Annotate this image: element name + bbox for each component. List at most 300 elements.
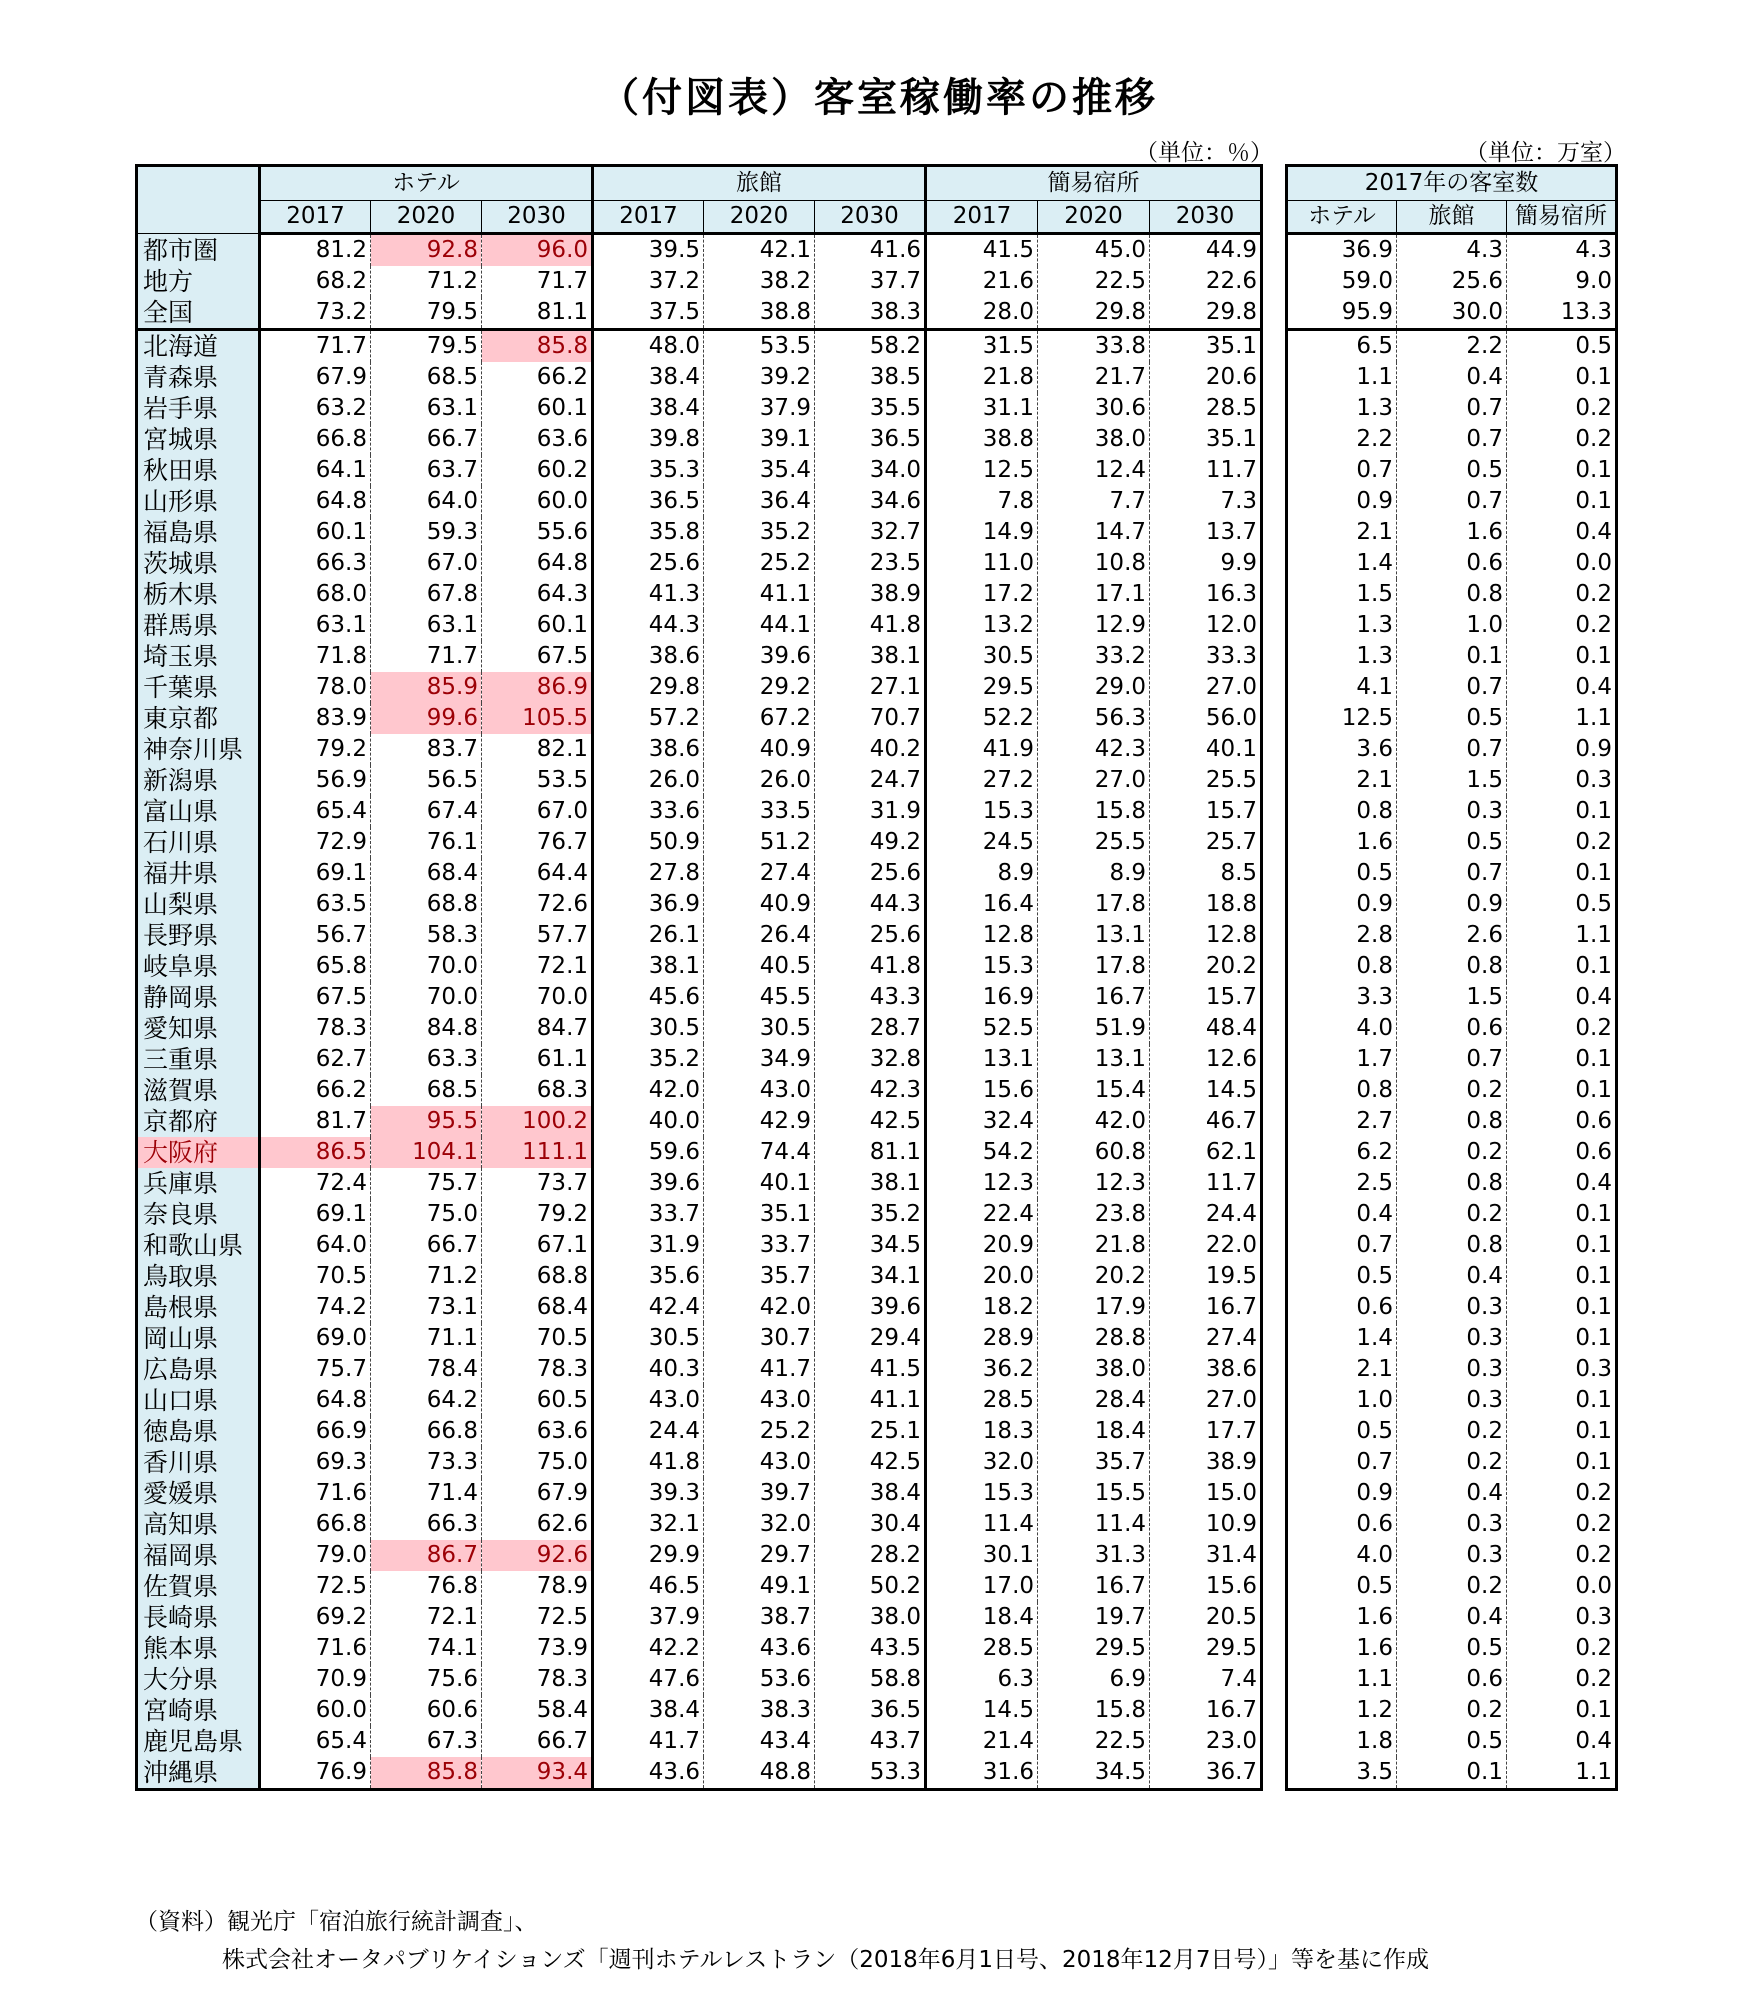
occupancy-value: 32.7: [815, 517, 926, 548]
region-name: 京都府: [137, 1106, 260, 1137]
room-count-value: 25.6: [1397, 266, 1507, 297]
table-row: [137, 393, 1262, 424]
table-row: [137, 455, 1262, 486]
table-row: [1287, 234, 1617, 267]
occupancy-value: 68.4: [371, 858, 482, 889]
occupancy-value: 33.5: [704, 796, 815, 827]
occupancy-value: 73.1: [371, 1292, 482, 1323]
occupancy-value: 85.9: [371, 672, 482, 703]
occupancy-value: 44.9: [1205, 237, 1258, 263]
room-count-value: 0.1: [1575, 1449, 1612, 1475]
occupancy-value: 38.9: [815, 579, 926, 610]
occupancy-value: 64.3: [482, 579, 593, 610]
occupancy-value: 20.2: [1205, 953, 1258, 979]
table-row: [1287, 1168, 1617, 1199]
year-header: 2030: [1150, 201, 1262, 234]
occupancy-value: 72.5: [482, 1602, 593, 1633]
occupancy-value: 13.2: [926, 610, 1038, 641]
room-count-value: 0.5: [1575, 891, 1612, 917]
occupancy-value: 14.7: [1038, 517, 1150, 548]
occupancy-value: 83.7: [371, 734, 482, 765]
occupancy-value: 25.6: [815, 858, 926, 889]
occupancy-value: 42.1: [704, 234, 815, 267]
occupancy-value: 12.8: [926, 920, 1038, 951]
table-row: [1287, 579, 1617, 610]
occupancy-value: 15.8: [1038, 796, 1150, 827]
occupancy-value: 45.0: [1038, 234, 1150, 267]
occupancy-value: 28.5: [926, 1385, 1038, 1416]
occupancy-value: 35.2: [704, 517, 815, 548]
room-count-value: 6.2: [1287, 1137, 1397, 1168]
occupancy-value: 48.4: [1205, 1015, 1258, 1041]
room-count-value: 0.2: [1575, 612, 1612, 638]
room-count-value: 0.3: [1575, 1356, 1612, 1382]
room-count-value: 1.3: [1287, 610, 1397, 641]
occupancy-value: 71.8: [260, 641, 371, 672]
occupancy-value: 22.6: [1205, 268, 1258, 294]
table-row: [137, 889, 1262, 920]
occupancy-value: 57.7: [482, 920, 593, 951]
room-count-value: 2.8: [1287, 920, 1397, 951]
table-row: [137, 610, 1262, 641]
region-name: 静岡県: [137, 982, 260, 1013]
occupancy-value: 28.2: [815, 1540, 926, 1571]
occupancy-value: 56.5: [371, 765, 482, 796]
occupancy-value: 74.4: [704, 1137, 815, 1168]
table-row: [137, 266, 1262, 297]
region-name: 東京都: [137, 703, 260, 734]
occupancy-value: 58.4: [482, 1695, 593, 1726]
occupancy-value: 62.7: [260, 1044, 371, 1075]
table-row: [137, 827, 1262, 858]
occupancy-value: 71.4: [371, 1478, 482, 1509]
occupancy-value: 71.7: [482, 266, 593, 297]
occupancy-value: 37.2: [593, 266, 704, 297]
occupancy-value: 95.5: [371, 1106, 482, 1137]
occupancy-value: 8.9: [926, 858, 1038, 889]
occupancy-value: 35.7: [1038, 1447, 1150, 1478]
occupancy-value: 27.0: [1205, 1387, 1258, 1413]
year-header: 2017: [926, 201, 1038, 234]
occupancy-value: 11.7: [1205, 457, 1258, 483]
table-row: [137, 1509, 1262, 1540]
occupancy-value: 38.2: [704, 266, 815, 297]
occupancy-value: 56.9: [260, 765, 371, 796]
table-row: [137, 579, 1262, 610]
occupancy-value: 70.5: [260, 1261, 371, 1292]
occupancy-value: 60.6: [371, 1695, 482, 1726]
occupancy-value: 8.9: [1038, 858, 1150, 889]
region-name: 千葉県: [137, 672, 260, 703]
table-row: [137, 1664, 1262, 1695]
occupancy-value: 16.7: [1038, 982, 1150, 1013]
unit-label-rooms: （単位：万室）: [1465, 140, 1626, 166]
occupancy-value: 58.2: [815, 330, 926, 363]
occupancy-value: 17.0: [926, 1571, 1038, 1602]
room-count-value: 1.7: [1287, 1044, 1397, 1075]
occupancy-value: 78.3: [482, 1354, 593, 1385]
room-count-value: 0.5: [1397, 827, 1507, 858]
occupancy-value: 86.5: [260, 1137, 371, 1168]
room-count-value: 1.5: [1397, 765, 1507, 796]
region-name: 宮城県: [137, 424, 260, 455]
occupancy-value: 15.3: [926, 796, 1038, 827]
occupancy-value: 39.1: [704, 424, 815, 455]
occupancy-value: 18.8: [1205, 891, 1258, 917]
occupancy-value: 30.1: [926, 1540, 1038, 1571]
occupancy-value: 66.7: [482, 1726, 593, 1757]
occupancy-value: 71.2: [371, 1261, 482, 1292]
occupancy-value: 58.8: [815, 1664, 926, 1695]
occupancy-value: 20.9: [926, 1230, 1038, 1261]
region-name: 大分県: [137, 1664, 260, 1695]
table-row: [1287, 1075, 1617, 1106]
room-count-value: 95.9: [1287, 297, 1397, 330]
room-count-value: 0.4: [1575, 519, 1612, 545]
occupancy-value: 53.5: [704, 330, 815, 363]
room-count-value: 0.6: [1575, 1108, 1612, 1134]
occupancy-value: 36.7: [1205, 1759, 1258, 1785]
occupancy-value: 51.9: [1038, 1013, 1150, 1044]
occupancy-value: 72.1: [482, 951, 593, 982]
table-row: [137, 1230, 1262, 1261]
occupancy-value: 13.7: [1205, 519, 1258, 545]
occupancy-value: 79.2: [482, 1199, 593, 1230]
occupancy-value: 35.2: [593, 1044, 704, 1075]
table-row: [137, 1354, 1262, 1385]
occupancy-value: 63.2: [260, 393, 371, 424]
occupancy-value: 67.1: [482, 1230, 593, 1261]
occupancy-value: 26.1: [593, 920, 704, 951]
table-row: [137, 1292, 1262, 1323]
occupancy-value: 96.0: [482, 234, 593, 267]
occupancy-value: 25.6: [593, 548, 704, 579]
table-row: [1287, 796, 1617, 827]
occupancy-value: 69.3: [260, 1447, 371, 1478]
occupancy-value: 38.1: [593, 951, 704, 982]
table-row: [137, 1385, 1262, 1416]
table-row: [137, 1044, 1262, 1075]
room-count-value: 2.1: [1287, 765, 1397, 796]
occupancy-value: 66.8: [260, 1509, 371, 1540]
occupancy-value: 26.0: [593, 765, 704, 796]
occupancy-value: 67.5: [482, 641, 593, 672]
occupancy-value: 81.1: [482, 297, 593, 330]
room-count-value: 0.2: [1575, 426, 1612, 452]
room-count-value: 0.8: [1397, 1230, 1507, 1261]
room-count-value: 0.3: [1397, 1385, 1507, 1416]
occupancy-value: 50.2: [815, 1571, 926, 1602]
occupancy-value: 35.3: [593, 455, 704, 486]
room-count-value: 1.5: [1397, 982, 1507, 1013]
room-col-header-ryokan: 旅館: [1397, 201, 1507, 234]
occupancy-value: 38.9: [1205, 1449, 1258, 1475]
occupancy-value: 66.2: [260, 1075, 371, 1106]
room-count-value: 4.0: [1287, 1013, 1397, 1044]
occupancy-value: 72.4: [260, 1168, 371, 1199]
table-row: [1287, 1044, 1617, 1075]
table-row: [137, 548, 1262, 579]
occupancy-value: 56.7: [260, 920, 371, 951]
room-count-value: 0.2: [1575, 395, 1612, 421]
table-row: [137, 1168, 1262, 1199]
occupancy-value: 69.2: [260, 1602, 371, 1633]
occupancy-value: 20.2: [1038, 1261, 1150, 1292]
room-count-value: 0.2: [1397, 1137, 1507, 1168]
occupancy-value: 27.0: [1205, 674, 1258, 700]
year-header: 2020: [1038, 201, 1150, 234]
occupancy-value: 81.7: [260, 1106, 371, 1137]
occupancy-value: 36.5: [593, 486, 704, 517]
table-row: [1287, 982, 1617, 1013]
table-row: [137, 297, 1262, 330]
occupancy-value: 41.5: [815, 1354, 926, 1385]
room-count-value: 0.2: [1575, 1635, 1612, 1661]
table-row: [1287, 1137, 1617, 1168]
occupancy-value: 70.0: [371, 982, 482, 1013]
region-name: 山口県: [137, 1385, 260, 1416]
room-col-header-simple: 簡易宿所: [1507, 201, 1617, 234]
room-count-value: 0.6: [1287, 1292, 1397, 1323]
room-count-value: 0.2: [1575, 1666, 1612, 1692]
occupancy-value: 38.1: [815, 1168, 926, 1199]
occupancy-value: 11.4: [1038, 1509, 1150, 1540]
room-count-value: 0.8: [1397, 1168, 1507, 1199]
occupancy-value: 30.5: [593, 1013, 704, 1044]
occupancy-value: 23.0: [1205, 1728, 1258, 1754]
occupancy-value: 70.5: [482, 1323, 593, 1354]
region-name: 福島県: [137, 517, 260, 548]
occupancy-value: 60.1: [482, 610, 593, 641]
room-count-value: 0.1: [1575, 1697, 1612, 1723]
room-count-value: 0.5: [1397, 1633, 1507, 1664]
room-col-header-hotel: ホテル: [1287, 201, 1397, 234]
occupancy-value: 76.7: [482, 827, 593, 858]
room-count-value: 0.2: [1575, 1480, 1612, 1506]
occupancy-value: 79.2: [260, 734, 371, 765]
occupancy-value: 64.0: [371, 486, 482, 517]
occupancy-value: 72.5: [260, 1571, 371, 1602]
region-name: 長崎県: [137, 1602, 260, 1633]
occupancy-value: 42.0: [704, 1292, 815, 1323]
occupancy-value: 33.3: [1205, 643, 1258, 669]
room-count-value: 0.3: [1397, 1292, 1507, 1323]
room-count-value: 0.8: [1287, 796, 1397, 827]
occupancy-value: 43.4: [704, 1726, 815, 1757]
occupancy-value: 111.1: [482, 1137, 593, 1168]
occupancy-value: 39.2: [704, 362, 815, 393]
room-count-value: 0.9: [1575, 736, 1612, 762]
occupancy-value: 52.5: [926, 1013, 1038, 1044]
occupancy-value: 67.0: [371, 548, 482, 579]
table-row: [1287, 889, 1617, 920]
occupancy-value: 12.6: [1205, 1046, 1258, 1072]
occupancy-value: 99.6: [371, 703, 482, 734]
room-count-value: 1.0: [1397, 610, 1507, 641]
occupancy-value: 69.0: [260, 1323, 371, 1354]
occupancy-value: 25.2: [704, 1416, 815, 1447]
room-count-value: 0.6: [1397, 548, 1507, 579]
occupancy-value: 64.8: [260, 486, 371, 517]
occupancy-value: 74.2: [260, 1292, 371, 1323]
table-row: [1287, 517, 1617, 548]
room-count-value: 0.7: [1397, 486, 1507, 517]
occupancy-value: 31.4: [1205, 1542, 1258, 1568]
occupancy-value: 41.7: [593, 1726, 704, 1757]
occupancy-value: 25.6: [815, 920, 926, 951]
room-count-value: 0.4: [1287, 1199, 1397, 1230]
occupancy-value: 17.8: [1038, 889, 1150, 920]
occupancy-value: 39.6: [704, 641, 815, 672]
occupancy-value: 44.3: [815, 889, 926, 920]
occupancy-value: 78.3: [482, 1664, 593, 1695]
table-row: [137, 1261, 1262, 1292]
table-row: [137, 796, 1262, 827]
occupancy-value: 45.6: [593, 982, 704, 1013]
table-row: [137, 424, 1262, 455]
occupancy-value: 12.5: [926, 455, 1038, 486]
occupancy-value: 12.0: [1205, 612, 1258, 638]
room-count-value: 2.5: [1287, 1168, 1397, 1199]
occupancy-value: 24.5: [926, 827, 1038, 858]
table-row: [137, 1416, 1262, 1447]
occupancy-value: 21.8: [1038, 1230, 1150, 1261]
occupancy-value: 41.8: [815, 610, 926, 641]
room-count-header: 2017年の客室数: [1287, 166, 1617, 201]
occupancy-value: 35.4: [704, 455, 815, 486]
group-header-simple: 簡易宿所: [926, 166, 1262, 201]
occupancy-value: 28.5: [1205, 395, 1258, 421]
room-count-value: 0.1: [1575, 1046, 1612, 1072]
table-row: [137, 486, 1262, 517]
table-row: [137, 734, 1262, 765]
room-count-value: 0.2: [1397, 1199, 1507, 1230]
occupancy-value: 28.5: [926, 1633, 1038, 1664]
occupancy-value: 43.6: [593, 1757, 704, 1790]
occupancy-value: 70.9: [260, 1664, 371, 1695]
room-count-value: 3.5: [1287, 1757, 1397, 1790]
room-count-value: 6.5: [1287, 330, 1397, 363]
occupancy-value: 31.1: [926, 393, 1038, 424]
occupancy-value: 36.9: [593, 889, 704, 920]
table-row: [1287, 1354, 1617, 1385]
room-count-value: 0.1: [1575, 1418, 1612, 1444]
table-row: [137, 1075, 1262, 1106]
occupancy-value: 16.9: [926, 982, 1038, 1013]
occupancy-value: 68.5: [371, 1075, 482, 1106]
table-row: [137, 951, 1262, 982]
room-count-value: 4.0: [1287, 1540, 1397, 1571]
occupancy-value: 31.6: [926, 1757, 1038, 1790]
occupancy-value: 42.3: [815, 1075, 926, 1106]
room-count-value: 0.1: [1575, 1387, 1612, 1413]
table-row: [1287, 1106, 1617, 1137]
room-count-value: 0.2: [1397, 1416, 1507, 1447]
table-row: [1287, 548, 1617, 579]
occupancy-value: 21.4: [926, 1726, 1038, 1757]
occupancy-value: 12.3: [926, 1168, 1038, 1199]
occupancy-value: 17.8: [1038, 951, 1150, 982]
occupancy-value: 17.7: [1205, 1418, 1258, 1444]
occupancy-value: 25.7: [1205, 829, 1258, 855]
region-name: 広島県: [137, 1354, 260, 1385]
table-row: [137, 858, 1262, 889]
region-name: 熊本県: [137, 1633, 260, 1664]
occupancy-value: 49.1: [704, 1571, 815, 1602]
room-count-value: 2.1: [1287, 1354, 1397, 1385]
room-count-value: 30.0: [1397, 297, 1507, 330]
room-count-value: 1.3: [1287, 641, 1397, 672]
room-count-value: 0.8: [1397, 951, 1507, 982]
room-count-value: 13.3: [1507, 297, 1617, 330]
occupancy-value: 38.6: [593, 641, 704, 672]
region-name: 岩手県: [137, 393, 260, 424]
occupancy-value: 25.5: [1038, 827, 1150, 858]
occupancy-value: 34.5: [1038, 1757, 1150, 1790]
occupancy-value: 25.1: [815, 1416, 926, 1447]
occupancy-value: 43.5: [815, 1633, 926, 1664]
occupancy-value: 73.3: [371, 1447, 482, 1478]
region-name: 和歌山県: [137, 1230, 260, 1261]
occupancy-value: 37.9: [704, 393, 815, 424]
room-count-value: 1.1: [1575, 1759, 1612, 1785]
room-count-value: 1.8: [1287, 1726, 1397, 1757]
occupancy-value: 15.6: [1205, 1573, 1258, 1599]
occupancy-value: 14.5: [1205, 1077, 1258, 1103]
occupancy-value: 64.2: [371, 1385, 482, 1416]
region-name: 徳島県: [137, 1416, 260, 1447]
table-row: [1287, 1292, 1617, 1323]
year-header: 2017: [593, 201, 704, 234]
occupancy-value: 29.2: [704, 672, 815, 703]
occupancy-value: 12.8: [1205, 922, 1258, 948]
table-row: [1287, 1261, 1617, 1292]
occupancy-value: 29.5: [1038, 1633, 1150, 1664]
occupancy-value: 16.7: [1205, 1294, 1258, 1320]
occupancy-value: 10.9: [1205, 1511, 1258, 1537]
occupancy-value: 26.0: [704, 765, 815, 796]
occupancy-value: 8.5: [1220, 860, 1258, 886]
room-count-value: 0.7: [1287, 455, 1397, 486]
room-count-value: 0.3: [1575, 767, 1612, 793]
occupancy-value: 60.0: [482, 486, 593, 517]
occupancy-value: 32.8: [815, 1044, 926, 1075]
occupancy-value: 28.7: [815, 1013, 926, 1044]
year-header: 2020: [371, 201, 482, 234]
room-count-value: 4.1: [1287, 672, 1397, 703]
occupancy-value: 13.1: [1038, 1044, 1150, 1075]
room-count-value: 1.0: [1287, 1385, 1397, 1416]
occupancy-value: 35.1: [704, 1199, 815, 1230]
occupancy-value: 39.6: [593, 1168, 704, 1199]
occupancy-value: 29.5: [1205, 1635, 1258, 1661]
occupancy-value: 38.0: [1038, 1354, 1150, 1385]
room-count-value: 0.4: [1397, 1602, 1507, 1633]
occupancy-value: 14.9: [926, 517, 1038, 548]
table-row: [1287, 1571, 1617, 1602]
occupancy-value: 40.3: [593, 1354, 704, 1385]
room-count-value: 1.6: [1287, 827, 1397, 858]
room-count-value: 0.1: [1575, 1201, 1612, 1227]
room-count-value: 0.5: [1575, 333, 1612, 359]
occupancy-value: 29.7: [704, 1540, 815, 1571]
table-row: [137, 1199, 1262, 1230]
table-row: [1287, 858, 1617, 889]
occupancy-value: 82.1: [482, 734, 593, 765]
room-count-value: 1.4: [1287, 548, 1397, 579]
region-name: 兵庫県: [137, 1168, 260, 1199]
occupancy-value: 34.5: [815, 1230, 926, 1261]
